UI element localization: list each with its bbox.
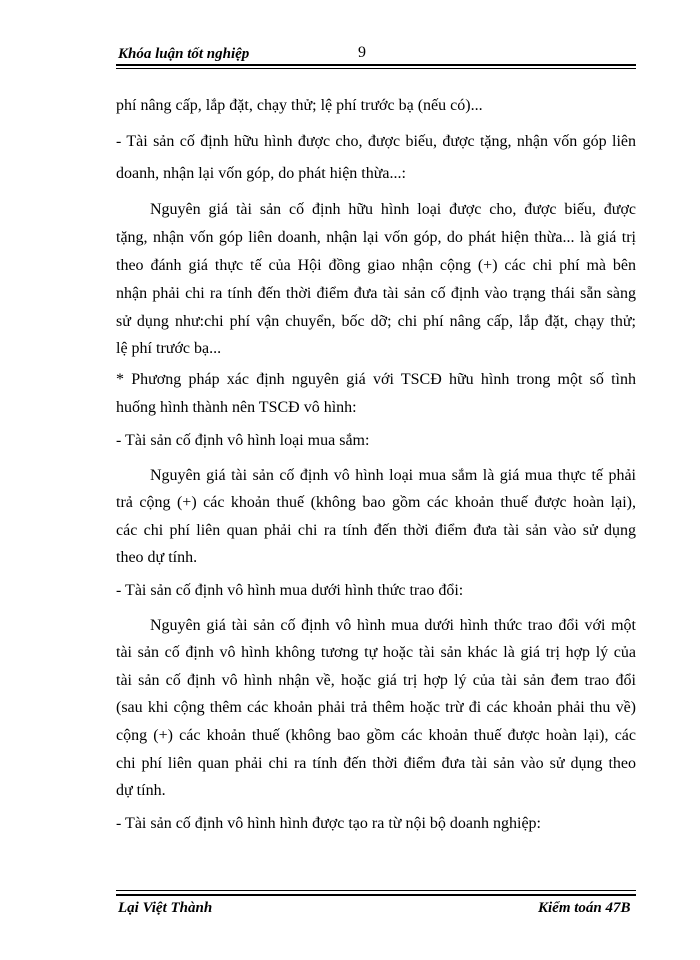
text-line: chi phí liên quan phải chi ra tính đến thời điểm đưa tài sản vào sử dụng theo: [116, 755, 636, 772]
page-number: 9: [358, 44, 366, 61]
text-line: - Tài sản cố định vô hình loại mua sắm:: [116, 432, 370, 449]
text-line: dự tính.: [116, 782, 166, 799]
text-line: Nguyên giá tài sản cố định vô hình loại mua sắm là giá mua thực tế phải: [150, 467, 636, 484]
header-rule-thin: [116, 68, 636, 69]
footer-author: Lại Việt Thành: [118, 900, 213, 916]
header-title: Khóa luận tốt nghiệp: [118, 46, 250, 62]
text-line: Nguyên giá tài sản cố định hữu hình loại được cho, được biếu, được: [150, 201, 636, 218]
text-line: cộng (+) các khoản thuế (không bao gồm các khoản thuế được hoàn lại), các: [116, 727, 636, 744]
text-line: (sau khi cộng thêm các khoản phải trả thêm hoặc trừ đi các khoản phải thu về): [116, 699, 636, 716]
text-line: doanh, nhận lại vốn góp, do phát hiện thừa...:: [116, 165, 406, 182]
text-line: - Tài sản cố định hữu hình được cho, được biếu, được tặng, nhận vốn góp liên: [116, 133, 636, 150]
text-line: trả cộng (+) các khoản thuế (không bao gồm các khoản thuế được hoàn lại),: [116, 494, 636, 511]
footer-class: Kiểm toán 47B: [538, 900, 631, 916]
text-line: * Phương pháp xác định nguyên giá với TSCĐ hữu hình trong một số tình: [116, 371, 636, 388]
text-line: sử dụng như:chi phí vận chuyển, bốc dỡ; chi phí nâng cấp, lắp đặt, chạy thử;: [116, 313, 636, 330]
text-line: huống hình thành nên TSCĐ vô hình:: [116, 399, 357, 416]
text-line: Nguyên giá tài sản cố định vô hình mua dưới hình thức trao đổi với một: [150, 617, 636, 634]
footer-rule: [116, 894, 636, 896]
header-rule: [116, 64, 636, 66]
text-line: các chi phí liên quan phải chi ra tính đến thời điểm đưa tài sản vào sử dụng: [116, 522, 636, 539]
text-line: tài sản cố định vô hình không tương tự hoặc tài sản khác là giá trị hợp lý của: [116, 644, 636, 661]
text-line: - Tài sản cố định vô hình mua dưới hình thức trao đổi:: [116, 582, 464, 599]
text-line: tài sản cố định vô hình nhận về, hoặc giá trị hợp lý của tài sản đem trao đổi: [116, 672, 636, 689]
text-line: theo dự tính.: [116, 549, 198, 566]
text-line: lệ phí trước bạ...: [116, 340, 222, 357]
text-line: phí nâng cấp, lắp đặt, chạy thử; lệ phí trước bạ (nếu có)...: [116, 97, 483, 114]
footer-rule-thin: [116, 890, 636, 891]
text-line: nhận phải chi ra tính đến thời điểm đưa tài sản cố định vào trạng thái sẵn sàng: [116, 285, 636, 302]
text-line: - Tài sản cố định vô hình hình được tạo ra từ nội bộ doanh nghiệp:: [116, 815, 541, 832]
text-line: theo đánh giá thực tế của Hội đồng giao nhận cộng (+) các chi phí mà bên: [116, 257, 636, 274]
text-line: tặng, nhận vốn góp liên doanh, nhận lại vốn góp, do phát hiện thừa... là giá trị: [116, 229, 636, 246]
